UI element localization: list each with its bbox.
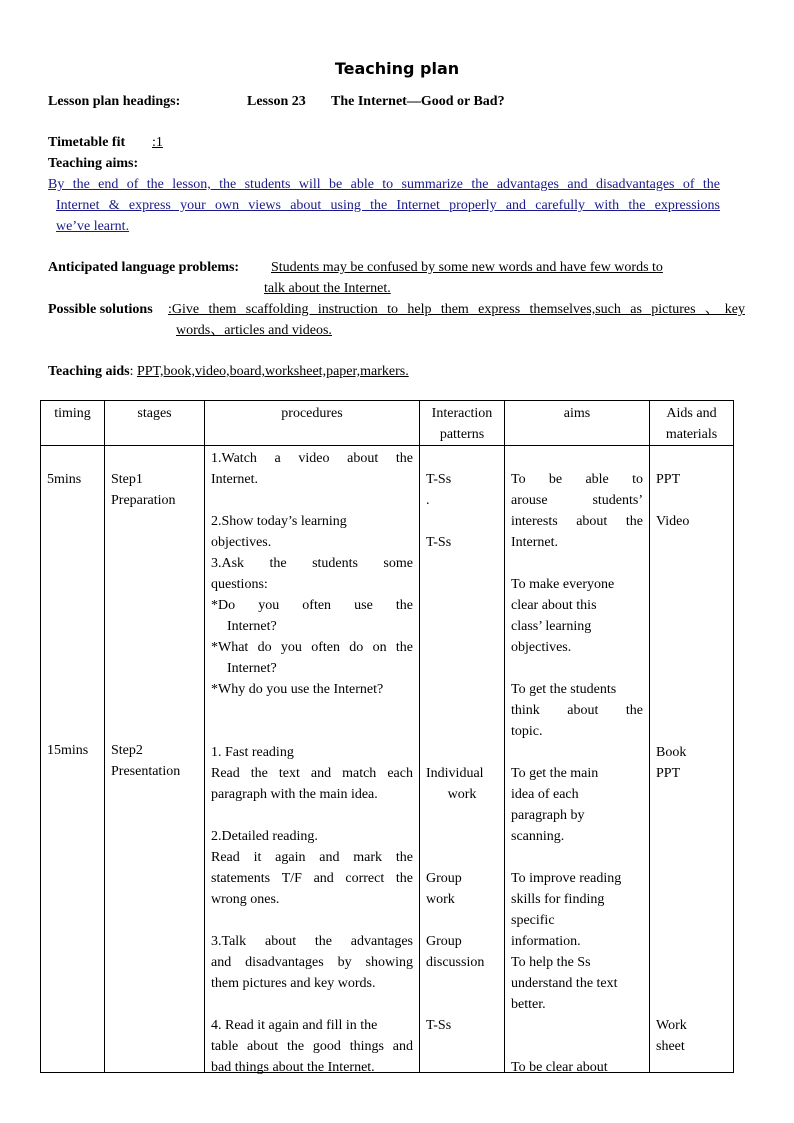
problems-line-1: Students may be confused by some new words and have few words to [271, 260, 663, 275]
procedure-line: 3.Ask the students some [211, 556, 413, 571]
table-row [41, 446, 734, 1073]
timetable-label: Timetable fit [48, 135, 126, 150]
header-stages: stages [105, 401, 205, 446]
procedure-line: and disadvantages by showing [211, 955, 413, 970]
aim-line: objectives. [511, 640, 572, 655]
timetable-value: :1 [152, 135, 163, 150]
interaction-line: work [426, 892, 455, 907]
interaction-line: discussion [426, 955, 485, 970]
stage-step2: Step2 [111, 743, 143, 758]
aim-line: scanning. [511, 829, 565, 844]
aim-line: understand the text [511, 976, 618, 991]
header-aims: aims [505, 401, 650, 446]
material-line: PPT [656, 766, 681, 781]
interaction-line: T-Ss [426, 472, 452, 487]
procedure-line: Read the text and match each [211, 766, 413, 781]
aim-line: idea of each [511, 787, 579, 802]
interaction-line: Individual [426, 766, 484, 781]
aim-line: To improve reading [511, 871, 622, 886]
aim-line: To help the Ss [511, 955, 591, 970]
procedure-line: 2.Detailed reading. [211, 829, 318, 844]
procedure-line: Read it again and mark the [211, 850, 413, 865]
material-line: sheet [656, 1039, 685, 1054]
procedure-line: objectives. [211, 535, 272, 550]
timing-step1: 5mins [47, 472, 82, 487]
aim-line: think about the [511, 703, 643, 718]
procedure-line: wrong ones. [211, 892, 280, 907]
interaction-line: . [426, 493, 430, 508]
aims-line-3: we’ve learnt. [56, 219, 130, 234]
procedure-line: 1.Watch a video about the [211, 451, 413, 466]
procedure-line: statements T/F and correct the [211, 871, 413, 886]
stages-cell [105, 446, 205, 1073]
procedure-line: paragraph with the main idea. [211, 787, 378, 802]
aims-line-1: By the end of the lesson, the students will be able to summarize the advantages and disadvantages of the [48, 177, 720, 192]
solutions-label: Possible solutions [48, 302, 153, 317]
aim-line: information. [511, 934, 581, 949]
aim-line: specific [511, 913, 555, 928]
interaction-line: T-Ss [426, 1018, 452, 1033]
aim-line: better. [511, 997, 546, 1012]
stage-step1: Step1 [111, 472, 143, 487]
header-materials: Aids and materials [650, 401, 734, 446]
solutions-line-2: words、articles and videos. [176, 323, 332, 338]
material-line: Work [656, 1018, 687, 1033]
interaction-cell [420, 446, 505, 1073]
aids-label: Teaching aids [48, 364, 130, 379]
interaction-line: work [447, 787, 477, 802]
procedure-line: *Do you often use the [211, 598, 413, 613]
procedure-line: them pictures and key words. [211, 976, 376, 991]
interaction-line: Group [426, 934, 462, 949]
aim-line: arouse students’ [511, 493, 643, 508]
material-line: Video [656, 514, 690, 529]
aim-line: Internet. [511, 535, 559, 550]
procedure-line: bad things about the Internet. [211, 1060, 375, 1075]
procedure-line: table about the good things and [211, 1039, 413, 1054]
lesson-topic: The Internet—Good or Bad? [331, 94, 505, 109]
stage-presentation: Presentation [111, 764, 181, 779]
timing-cell [41, 446, 105, 1073]
procedure-line: *Why do you use the Internet? [211, 682, 384, 697]
header-procedures: procedures [205, 401, 420, 446]
procedures-cell [205, 446, 420, 1073]
problems-label: Anticipated language problems: [48, 260, 240, 275]
aim-line: To be able to [511, 472, 643, 487]
problems-line-2: talk about the Internet. [264, 281, 391, 296]
aims-cell [505, 446, 650, 1073]
aim-line: To get the students [511, 682, 617, 697]
document-title: Teaching plan [334, 59, 460, 78]
header-timing: timing [41, 401, 105, 446]
aim-line: class’ learning [511, 619, 592, 634]
aim-line: To be clear about [511, 1060, 608, 1075]
aims-label: Teaching aims: [48, 156, 139, 171]
aim-line: interests about the [511, 514, 643, 529]
table-header-row [41, 401, 734, 446]
aim-line: To make everyone [511, 577, 615, 592]
solutions-line-1: :Give them scaffolding instruction to help them express themselves,such as pictures 、key [168, 302, 745, 317]
materials-cell [650, 446, 734, 1073]
material-line: Book [656, 745, 687, 760]
procedure-line: *What do you often do on the [211, 640, 413, 655]
procedure-line: Internet. [211, 472, 259, 487]
aim-line: To get the main [511, 766, 599, 781]
material-line: PPT [656, 472, 681, 487]
aids-row [48, 361, 409, 382]
aim-line: paragraph by [511, 808, 585, 823]
lesson-number: Lesson 23 [247, 94, 306, 109]
aim-line: topic. [511, 724, 543, 739]
aids-value: PPT,book,video,board,worksheet,paper,markers. [136, 364, 409, 379]
aim-line: clear about this [511, 598, 597, 613]
interaction-line: Group [426, 871, 462, 886]
procedure-line: 4. Read it again and fill in the [211, 1018, 378, 1033]
headings-label: Lesson plan headings: [48, 94, 181, 109]
timing-step2: 15mins [47, 743, 89, 758]
plan-table [40, 400, 734, 1073]
procedure-line: Internet? [227, 619, 277, 634]
procedure-line: Internet? [227, 661, 277, 676]
procedure-line: 3.Talk about the advantages [211, 934, 413, 949]
aims-line-2: Internet & express your own views about using the Internet properly and carefully with the expressions [56, 198, 720, 213]
procedure-line: 2.Show today’s learning [211, 514, 347, 529]
interaction-line: T-Ss [426, 535, 452, 550]
procedure-line: 1. Fast reading [211, 745, 294, 760]
aids-colon: : [129, 364, 134, 379]
aim-line: skills for finding [511, 892, 605, 907]
stage-preparation: Preparation [111, 493, 176, 508]
header-interaction: Interaction patterns [420, 401, 505, 446]
procedure-line: questions: [211, 577, 268, 592]
